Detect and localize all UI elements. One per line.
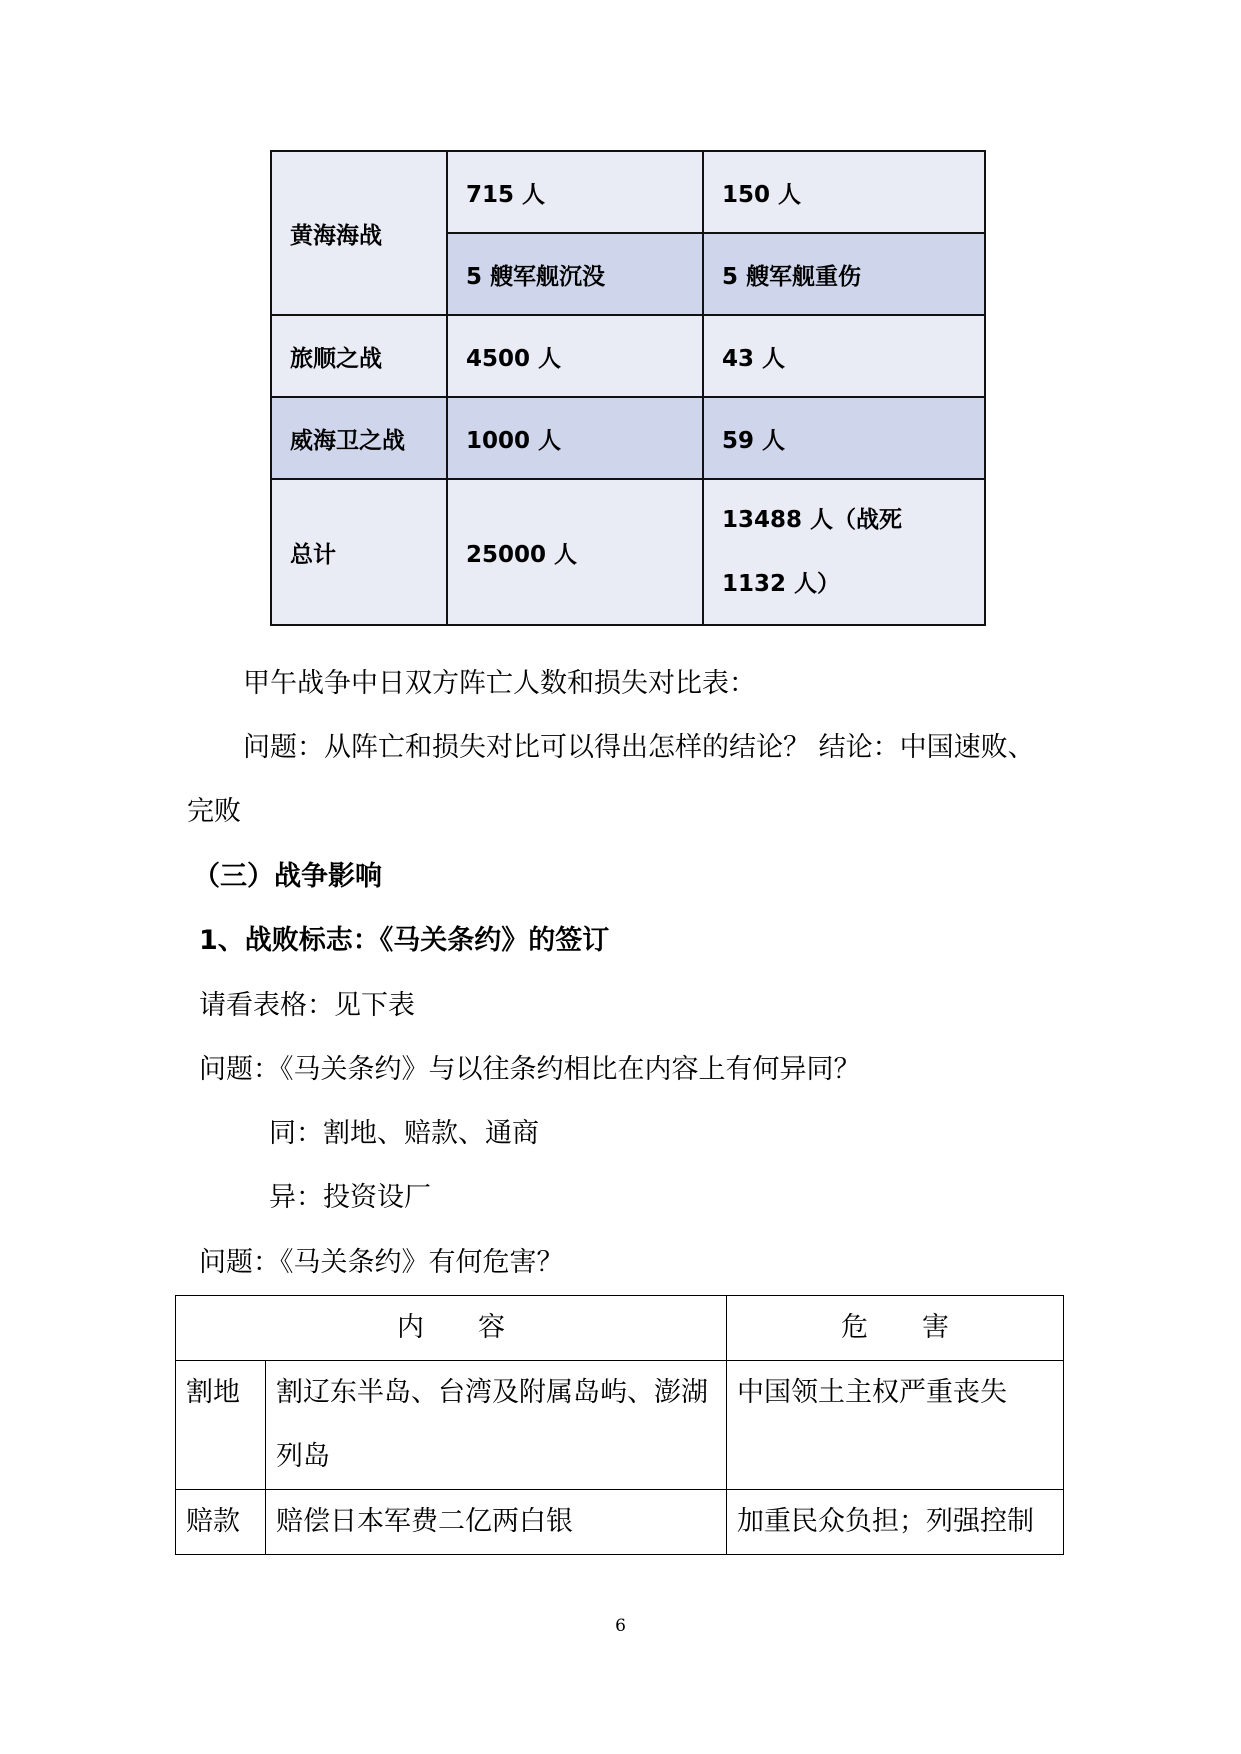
battle-cell: 威海卫之战 (271, 397, 447, 479)
casualty-comparison-table (270, 150, 986, 626)
battle-cell: 旅顺之战 (271, 315, 447, 397)
header-content: 内 容 (176, 1296, 727, 1361)
japan-loss-cell: 150 人 (703, 151, 985, 233)
japan-loss-cell: 5 艘军舰重伤 (703, 233, 985, 315)
treaty-harm-table (175, 1295, 1064, 1555)
treaty-harm-cell: 加重民众负担；列强控制 (727, 1490, 1064, 1555)
japan-loss-cell: 13488 人（战死 1132 人） (703, 479, 985, 625)
same-points: 同：割地、赔款、通商 (269, 1118, 539, 1149)
subheading: 1、战败标志：《马关条约》的签订 (199, 925, 610, 956)
japan-loss-cell: 43 人 (703, 315, 985, 397)
battle-cell: 总计 (271, 479, 447, 625)
china-loss-cell: 25000 人 (447, 479, 703, 625)
question-conclusion-line2: 完败 (187, 796, 241, 827)
section-heading: （三）战争影响 (193, 861, 382, 892)
battle-cell: 黄海海战 (271, 151, 447, 315)
treaty-content-cell: 赔偿日本军费二亿两白银 (266, 1490, 727, 1555)
china-loss-cell: 5 艘军舰沉没 (447, 233, 703, 315)
see-table-text: 请看表格：见下表 (199, 990, 415, 1021)
china-loss-cell: 1000 人 (447, 397, 703, 479)
header-harm: 危 害 (727, 1296, 1064, 1361)
question-harm: 问题：《马关条约》有何危害？ (199, 1247, 564, 1278)
japan-loss-cell: 59 人 (703, 397, 985, 479)
table-row (176, 1490, 1064, 1555)
treaty-content-cell: 割辽东半岛、台湾及附属岛屿、澎湖列岛 (266, 1361, 727, 1490)
question-conclusion-line1: 问题：从阵亡和损失对比可以得出怎样的结论？ 结论：中国速败、 (243, 732, 1035, 763)
treaty-item-cell: 割地 (176, 1361, 266, 1490)
page-number: 6 (615, 1616, 626, 1636)
different-points: 异：投资设厂 (269, 1182, 431, 1213)
table-row (176, 1361, 1064, 1490)
table-caption: 甲午战争中日双方阵亡人数和损失对比表： (243, 668, 756, 699)
treaty-harm-cell: 中国领土主权严重丧失 (727, 1361, 1064, 1490)
question-similarity: 问题：《马关条约》与以往条约相比在内容上有何异同？ (199, 1054, 861, 1085)
china-loss-cell: 4500 人 (447, 315, 703, 397)
china-loss-cell: 715 人 (447, 151, 703, 233)
treaty-item-cell: 赔款 (176, 1490, 266, 1555)
